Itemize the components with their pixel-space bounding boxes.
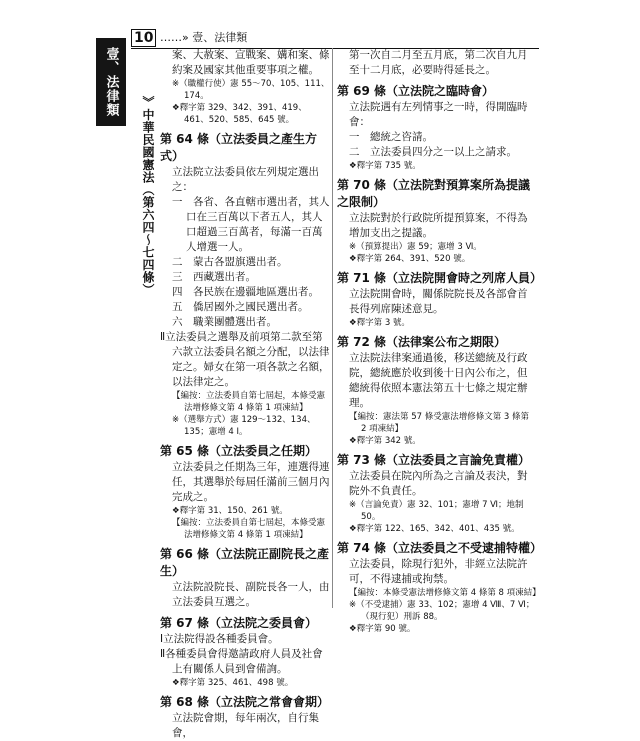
article-text: 立法委員之任期為三年，連選得連任，其選舉於每屆任滿前三個月內完成之。	[172, 461, 330, 503]
annotation-note: ❖釋字第 342 號。	[349, 436, 421, 446]
annotation-note: ※（職權行使）憲 55～70、105、111、174。	[172, 79, 330, 101]
article-heading: 第 64 條（立法委員之產生方式）	[160, 132, 318, 163]
article-heading: 第 67 條（立法院之委員會）	[160, 616, 318, 630]
article-list-item: 四 各民族在邊疆地區選出者。	[172, 286, 319, 298]
article-heading: 第 66 條（立法院正副院長之產生）	[160, 547, 330, 578]
right-column	[337, 48, 543, 635]
article-list-item: 一 各省、各直轄市選出者，其人口在三百萬以下者五人，其人口超過三百萬者，每滿一百萬人增選一人。	[172, 196, 330, 253]
annotation-note: ❖釋字第 329、342、391、419、461、520、585、645 號。	[172, 103, 307, 125]
article-heading: 第 70 條（立法院對預算案所為提議之限制）	[337, 178, 531, 209]
article-list-item: 一 總統之咨請。	[349, 131, 433, 143]
chapter-side-tab: 壹、法律類	[96, 38, 126, 126]
annotation-note: ❖釋字第 325、461、498 號。	[172, 678, 294, 688]
article-text: 案、大赦案、宣戰案、媾和案、條約案及國家其他重要事項之權。	[172, 49, 330, 76]
article-paragraph: Ⅱ各種委員會得邀請政府人員及社會上有關係人員到會備詢。	[160, 648, 323, 675]
article-text: 立法院遇有左列情事之一時，得開臨時會：	[349, 101, 528, 128]
article-heading: 第 71 條（立法院開會時之列席人員）	[337, 271, 543, 285]
annotation-note: ❖釋字第 735 號。	[349, 161, 421, 171]
annotation-note: ※（言論免責）憲 32、101；憲增 7 Ⅵ；地制 50。	[349, 500, 524, 522]
annotation-note: ❖釋字第 264、391、520 號。	[349, 254, 471, 264]
annotation-note: ❖釋字第 122、165、342、401、435 號。	[349, 524, 520, 534]
article-text: 立法院設院長、副院長各一人，由立法委員互選之。	[172, 581, 330, 608]
annotation-note: ❖釋字第 3 號。	[349, 318, 410, 328]
annotation-note: 【編按：憲法第 57 條受憲法增修條文第 3 條第 2 項凍結】	[349, 412, 530, 434]
article-heading: 第 74 條（立法委員之不受逮捕特權）	[337, 541, 543, 555]
article-list-item: 五 僑居國外之國民選出者。	[172, 301, 309, 313]
column-divider	[332, 48, 333, 608]
article-text: 立法委員在院內所為之言論及表決，對院外不負責任。	[349, 470, 528, 497]
article-list-item: 三 西藏選出者。	[172, 271, 256, 283]
running-header: ……» 壹、法律類	[160, 31, 248, 44]
article-heading: 第 72 條（法律案公布之期限）	[337, 335, 507, 349]
article-text: 立法院立法委員依左列規定選出之：	[172, 166, 319, 193]
article-list-item: 六 職業團體選出者。	[172, 316, 277, 328]
article-text: 第一次自二月至五月底，第二次自九月至十二月底，必要時得延長之。	[349, 49, 528, 76]
annotation-note: 【編按：立法委員自第七屆起，本條受憲法增修條文第 4 條第 1 項凍結】	[172, 391, 326, 413]
article-text: 立法院開會時，關係院院長及各部會首長得列席陳述意見。	[349, 288, 528, 315]
left-column	[160, 48, 330, 741]
article-text: 立法院會期，每年兩次，自行集會，	[172, 712, 319, 739]
annotation-note: ※（預算提出）憲 59；憲增 3 Ⅵ。	[349, 242, 482, 252]
annotation-note: ❖釋字第 31、150、261 號。	[172, 506, 288, 516]
annotation-note: ※（選舉方式）憲 129～132、134、135；憲增 4 I。	[172, 415, 316, 437]
annotation-note: 【編按：立法委員自第七屆起，本條受憲法增修條文第 4 條第 1 項凍結】	[172, 518, 326, 540]
page-number: 10	[131, 29, 156, 47]
article-text: 立法委員，除現行犯外，非經立法院許可，不得逮捕或拘禁。	[349, 558, 528, 585]
article-text: 立法院法律案通過後，移送總統及行政院，總統應於收到後十日內公布之，但總統得依照本憲法第五十七條之規定辦理。	[349, 352, 528, 409]
vertical-section-title: 》中華民國憲法（第六四～七四條）	[141, 96, 155, 296]
annotation-note: ❖釋字第 90 號。	[349, 624, 416, 634]
article-paragraph: Ⅰ立法院得設各種委員會。	[160, 633, 279, 645]
annotation-note: 【編按：本條受憲法增修條文第 4 條第 8 項凍結】	[349, 588, 541, 598]
article-heading: 第 68 條（立法院之常會會期）	[160, 695, 330, 709]
article-list-item: 二 蒙古各盟旗選出者。	[172, 256, 288, 268]
article-heading: 第 73 條（立法委員之言論免責權）	[337, 453, 531, 467]
article-list-item: 二 立法委員四分之一以上之請求。	[349, 146, 517, 158]
article-text: 立法院對於行政院所提預算案，不得為增加支出之提議。	[349, 212, 528, 239]
article-heading: 第 69 條（立法院之臨時會）	[337, 84, 495, 98]
annotation-note: ※（不受逮捕）憲 33、102；憲增 4 Ⅷ、7 Ⅵ；（現行犯）刑訴 88。	[349, 600, 535, 622]
article-paragraph: Ⅱ立法委員之選舉及前項第二款至第六款立法委員名額之分配，以法律定之。婦女在第一項各款之名額，以法律定之。	[160, 331, 330, 388]
article-heading: 第 65 條（立法委員之任期）	[160, 444, 318, 458]
